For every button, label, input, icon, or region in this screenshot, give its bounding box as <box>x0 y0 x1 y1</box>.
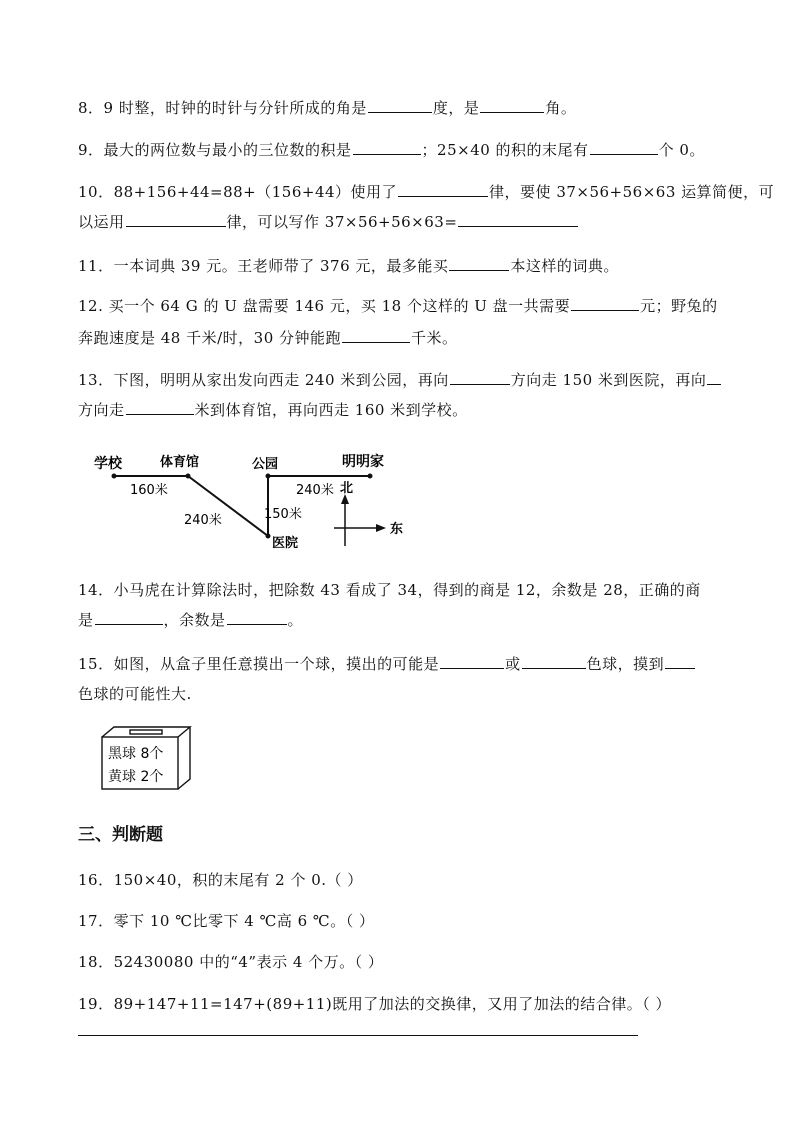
answer-blank[interactable] <box>126 400 194 415</box>
answer-blank[interactable] <box>126 212 226 227</box>
answer-blank[interactable] <box>353 140 421 155</box>
label-distance-160: 160米 <box>130 483 168 498</box>
question-8: 8．9 时整，时钟的时针与分针所成的角是 度，是 角。 <box>78 99 577 117</box>
answer-blank[interactable] <box>571 296 639 311</box>
bottom-divider <box>78 1035 638 1036</box>
answer-blank[interactable] <box>522 654 586 669</box>
question-10-line-2: 以运用 律，可以写作 37×56+56×63= <box>78 212 579 232</box>
answer-blank[interactable] <box>227 610 287 625</box>
point-home <box>368 474 373 479</box>
point-hospital <box>266 534 271 539</box>
label-distance-240: 240米 <box>296 483 334 498</box>
question-14-line-2: 是 ，余数是 。 <box>78 611 304 629</box>
label-distance-240-diagonal: 240米 <box>184 513 222 528</box>
answer-blank[interactable] <box>95 610 163 625</box>
label-north: 北 <box>340 481 354 496</box>
question-11: 11．一本词典 39 元。王老师带了 376 元，最多能买 本这样的词典。 <box>78 257 619 275</box>
section-title: 三、判断题 <box>78 825 163 845</box>
box-top <box>102 727 190 737</box>
question-15-line-1: 15．如图，从盒子里任意摸出一个球，摸出的可能是 或 色球，摸到 <box>78 654 696 674</box>
label-park: 公园 <box>252 457 279 472</box>
question-10-line-1: 10．88+156+44=88+（156+44）使用了 律，要使 37×56+56×63 运算简便，可 <box>78 183 775 201</box>
answer-blank[interactable] <box>342 328 410 343</box>
question-19: 19．89+147+11=147+(89+11)既用了加法的交换律，又用了加法的结合律。（ ） <box>78 995 672 1013</box>
answer-blank[interactable] <box>449 256 509 271</box>
east-arrow-icon <box>376 524 386 532</box>
answer-blank[interactable] <box>665 654 695 669</box>
label-distance-150: 150米 <box>264 507 302 522</box>
label-hospital: 医院 <box>272 536 299 551</box>
label-school: 学校 <box>94 456 122 472</box>
question-14-line-1: 14．小马虎在计算除法时，把除数 43 看成了 34，得到的商是 12，余数是 28，正确的商 <box>78 581 701 599</box>
answer-blank[interactable] <box>440 654 504 669</box>
compass-icon <box>334 498 380 546</box>
point-school <box>112 474 117 479</box>
question-13-line-1: 13．下图，明明从家出发向西走 240 米到公园，再向 方向走 150 米到医院，再向 <box>78 370 722 390</box>
box-slot <box>130 730 162 734</box>
question-12-line-1: 12. 买一个 64 G 的 U 盘需要 146 元，买 18 个这样的 U 盘一共需要 元；野兔的 <box>78 297 718 315</box>
ball-box-diagram <box>100 725 200 791</box>
answer-blank[interactable] <box>707 370 721 385</box>
label-gym: 体育馆 <box>160 455 200 470</box>
question-16: 16．150×40，积的末尾有 2 个 0.（ ） <box>78 871 363 889</box>
answer-blank[interactable] <box>398 182 488 197</box>
answer-blank[interactable] <box>458 212 578 227</box>
answer-blank[interactable] <box>480 98 544 113</box>
point-gym <box>186 474 191 479</box>
answer-blank[interactable] <box>450 370 510 385</box>
label-east: 东 <box>390 522 404 537</box>
question-13-line-2: 方向走 米到体育馆，再向西走 160 米到学校。 <box>78 401 468 419</box>
route-map-diagram <box>80 440 420 560</box>
answer-blank[interactable] <box>590 140 658 155</box>
question-18: 18．52430080 中的“4”表示 4 个万。（ ） <box>78 953 384 971</box>
box-label-black: 黑球 8个 <box>108 746 164 762</box>
answer-blank[interactable] <box>368 98 432 113</box>
question-9: 9．最大的两位数与最小的三位数的积是 ；25×40 的积的末尾有 个 0。 <box>78 141 705 159</box>
question-17: 17．零下 10 ℃比零下 4 ℃高 6 ℃。（ ） <box>78 912 375 930</box>
question-15-line-2: 色球的可能性大. <box>78 685 192 703</box>
label-home: 明明家 <box>342 454 384 470</box>
point-park <box>266 474 271 479</box>
question-12-line-2: 奔跑速度是 48 千米/时，30 分钟能跑 千米。 <box>78 329 458 347</box>
box-label-yellow: 黄球 2个 <box>108 769 164 785</box>
